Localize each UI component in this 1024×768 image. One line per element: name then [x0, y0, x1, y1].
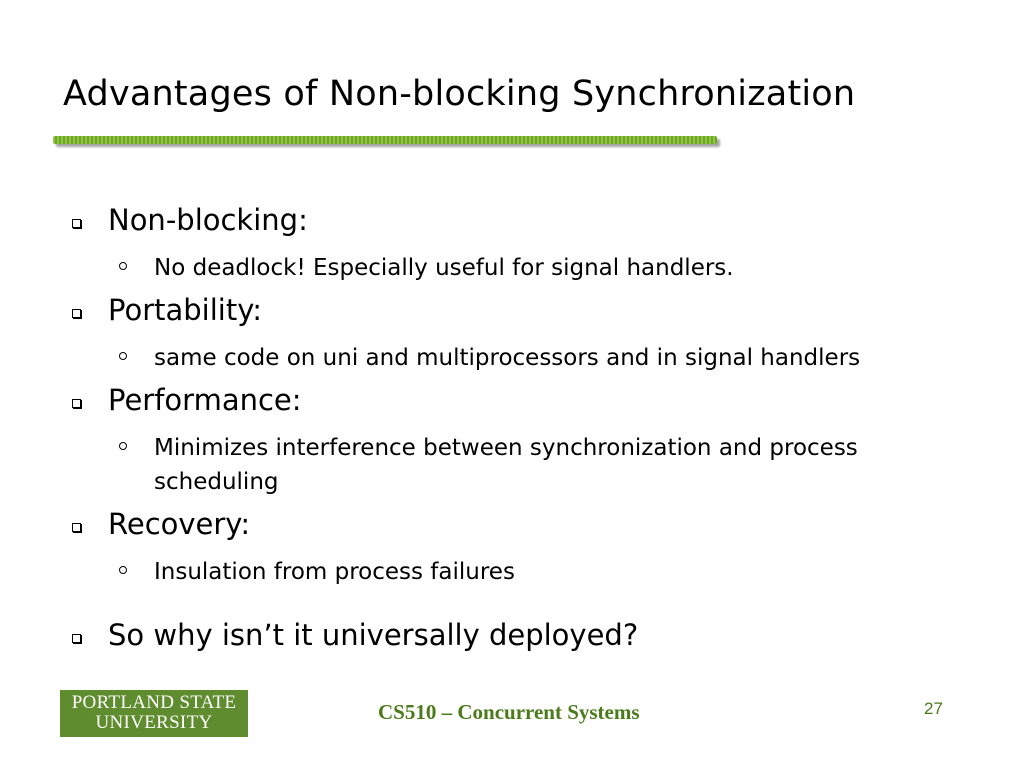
circle-bullet-icon [119, 352, 127, 360]
square-bullet-icon [72, 309, 81, 318]
sub-bullet: No deadlock! Especially useful for signal handlers. [154, 251, 874, 285]
slide-title: Advantages of Non-blocking Synchronization [63, 74, 856, 114]
title-underline [53, 136, 717, 144]
square-bullet-icon [72, 634, 81, 643]
square-bullet-icon [72, 523, 81, 532]
square-bullet-icon [72, 219, 81, 228]
circle-bullet-icon [119, 566, 127, 574]
sub-bullet: Minimizes interference between synchronization and process scheduling [154, 431, 874, 499]
square-bullet-icon [72, 399, 81, 408]
course-footer: CS510 – Concurrent Systems [378, 700, 640, 724]
sub-bullet: Insulation from process failures [154, 555, 874, 589]
sub-bullet: same code on uni and multiprocessors and in signal handlers [154, 341, 874, 375]
circle-bullet-icon [119, 262, 127, 270]
page-number: 27 [924, 699, 943, 718]
university-logo: PORTLAND STATE UNIVERSITY [60, 690, 248, 737]
circle-bullet-icon [119, 442, 127, 450]
